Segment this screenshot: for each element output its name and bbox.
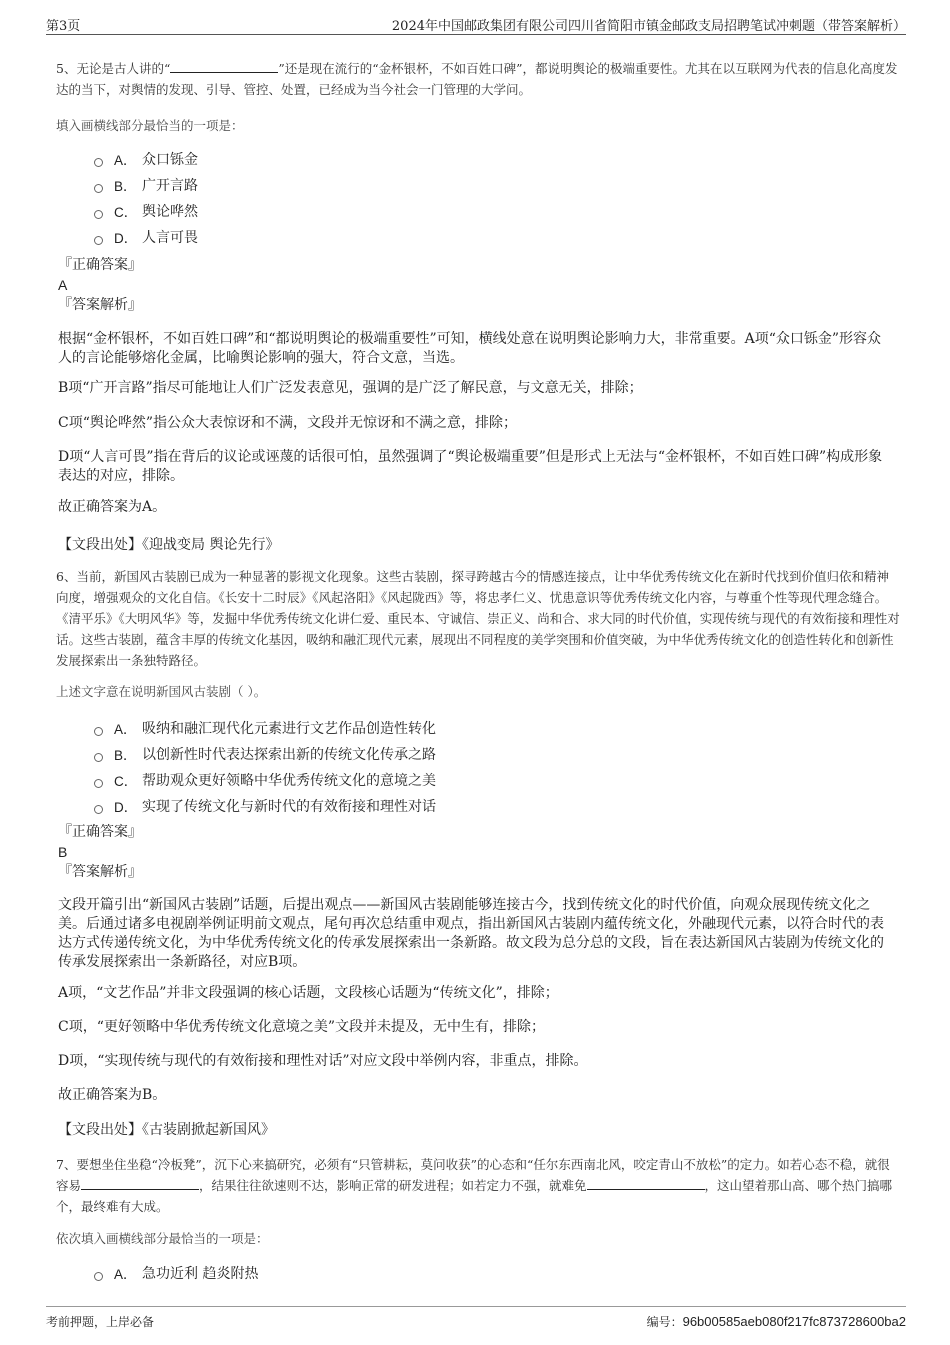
correct-answer-value: A: [58, 277, 68, 293]
option-d[interactable]: D． 人言可畏: [94, 224, 198, 250]
question-6-prompt: 上述文字意在说明新国风古装剧（ ）。: [56, 684, 267, 699]
document-title: 2024年中国邮政集团有限公司四川省简阳市镇金邮政支局招聘笔试冲刺题（带答案解析）: [391, 19, 906, 34]
question-6-text: 6、当前，新国风古装剧已成为一种显著的影视文化现象。这些古装剧，探寻跨越古今的情感连接点，让中华优秀传统文化在新时代找到价值归依和精神向度，增强观众的文化自信。《长安十二时辰》《风起洛阳》《风起陇西》等，将忠孝仁义、忧患意识等优秀传统文化内容，与尊重个性等现代理念缝合。《清平乐》《大明风华》等，发掘中华优秀传统文化讲仁爱、重民本、守诚信、崇正义、尚和合、求大同的时代价值，实现传统与现代的有效衔接和理性对话。这些古装剧，蕴含丰厚的传统文化基因，吸纳和融汇现代元素，展现出不同程度的美学突围和价值突破，为中华优秀传统文化的创造性转化和创新性发展探索出一条独特路径。: [56, 569, 900, 668]
answer-blank: [81, 1177, 199, 1190]
source-title: 《古装剧掀起新国风》: [142, 1122, 275, 1138]
analysis-label: 『答案解析』: [58, 297, 142, 313]
radio-icon[interactable]: [94, 236, 103, 245]
option-a[interactable]: A． 吸纳和融汇现代化元素进行文艺作品创造性转化: [94, 715, 436, 741]
question-5-prompt: 填入画横线部分最恰当的一项是：: [56, 118, 244, 133]
page-number: 第3页: [46, 19, 81, 34]
option-a[interactable]: A． 急功近利 趋炎附热: [94, 1260, 258, 1286]
option-b[interactable]: B． 以创新性时代表达探索出新的传统文化传承之路: [94, 741, 436, 767]
question-7-options: [94, 1260, 258, 1286]
correct-answer-block: [58, 822, 142, 882]
source-label: 【文段出处】: [58, 537, 142, 553]
analysis-conclusion: 故正确答案为B。: [58, 1087, 167, 1103]
question-5-text: 5、无论是古人讲的“ ”还是现在流行的“金杯银杯，不如百姓口碑”，都说明舆论的极端重要性。尤其在以互联网为代表的信息化高度发达的当下，对舆情的发现、引导、管控、处置，已经成为当今社会一门管理的大学问。: [56, 61, 898, 97]
footer-slogan: 考前押题，上岸必备: [46, 1315, 155, 1329]
answer-blank: [587, 1177, 705, 1190]
source-label: 【文段出处】: [58, 1122, 142, 1138]
analysis-paragraph: D项“人言可畏”指在背后的议论或诬蔑的话很可怕，虽然强调了“舆论极端重要”但是形式上无法与“金杯银杯，不如百姓口碑”构成形象表达的对应，排除。: [58, 449, 883, 484]
option-c[interactable]: C． 帮助观众更好领略中华优秀传统文化的意境之美: [94, 767, 436, 793]
source-line: [58, 1119, 275, 1139]
source-title: 《迎战变局 舆论先行》: [142, 537, 280, 553]
analysis-label: 『答案解析』: [58, 864, 142, 880]
page-footer: [46, 1306, 906, 1333]
radio-icon[interactable]: [94, 210, 103, 219]
question-5-options: [94, 146, 198, 250]
correct-answer-block: [58, 255, 142, 315]
analysis-paragraph: C项，“更好领略中华优秀传统文化意境之美”文段并未提及，无中生有，排除；: [58, 1019, 546, 1035]
option-b[interactable]: B． 广开言路: [94, 172, 198, 198]
option-d[interactable]: D． 实现了传统文化与新时代的有效衔接和理性对话: [94, 793, 436, 819]
radio-icon[interactable]: [94, 1272, 103, 1281]
radio-icon[interactable]: [94, 779, 103, 788]
question-7-text: 7、要想坐住坐稳“冷板凳”，沉下心来搞研究，必须有“只管耕耘，莫问收获”的心态和“任尔东西南北风，咬定青山不放松”的定力。如若心态不稳，就很容易 ，结果往往欲速则不达，影响正常的研发进程；如若定力不强，就难免 ，这山望着那山高、哪个热门搞哪个，最终难有大成。: [56, 1157, 893, 1214]
analysis-paragraph: 根据“金杯银杯，不如百姓口碑”和“都说明舆论的极端重要性”可知，横线处意在说明舆论影响力大，非常重要。A项“众口铄金”形容众人的言论能够熔化金属，比喻舆论影响的强大，符合文意，当选。: [58, 331, 882, 366]
analysis-paragraph: D项，“实现传统与现代的有效衔接和理性对话”对应文段中举例内容，非重点，排除。: [58, 1053, 588, 1069]
correct-answer-label: 『正确答案』: [58, 257, 142, 273]
question-6-options: [94, 715, 436, 819]
question-7-prompt: 依次填入画横线部分最恰当的一项是：: [56, 1231, 269, 1246]
analysis-paragraph: C项“舆论哗然”指公众大表惊讶和不满，文段并无惊讶和不满之意，排除；: [58, 415, 518, 431]
analysis-paragraph: B项“广开言路”指尽可能地让人们广泛发表意见，强调的是广泛了解民意，与文意无关，排除；: [58, 380, 643, 396]
radio-icon[interactable]: [94, 158, 103, 167]
correct-answer-value: B: [58, 844, 68, 860]
radio-icon[interactable]: [94, 184, 103, 193]
answer-blank: [170, 60, 278, 73]
correct-answer-label: 『正确答案』: [58, 824, 142, 840]
radio-icon[interactable]: [94, 805, 103, 814]
page-header: [46, 12, 906, 35]
analysis-paragraph: A项，“文艺作品”并非文段强调的核心话题，文段核心话题为“传统文化”，排除；: [58, 985, 559, 1001]
radio-icon[interactable]: [94, 727, 103, 736]
source-line: [58, 534, 279, 554]
option-c[interactable]: C． 舆论哗然: [94, 198, 198, 224]
analysis-conclusion: 故正确答案为A。: [58, 499, 167, 515]
radio-icon[interactable]: [94, 753, 103, 762]
document-code: 编号：96b00585aeb080f217fc873728600ba2: [646, 1314, 906, 1329]
option-a[interactable]: A． 众口铄金: [94, 146, 198, 172]
analysis-paragraph: 文段开篇引出“新国风古装剧”话题，后提出观点——新国风古装剧能够连接古今，找到传统文化的时代价值，向观众展现传统文化之美。后通过诸多电视剧举例证明前文观点，尾句再次总结重申观点，指出新国风古装剧内蕴传统文化，外融现代元素，以符合时代的表达方式传递传统文化，为中华优秀传统文化的传承发展探索出一条新路。故文段为总分总的文段，旨在表达新国风古装剧为传统文化的传承发展探索出一条新路径，对应B项。: [58, 897, 884, 970]
